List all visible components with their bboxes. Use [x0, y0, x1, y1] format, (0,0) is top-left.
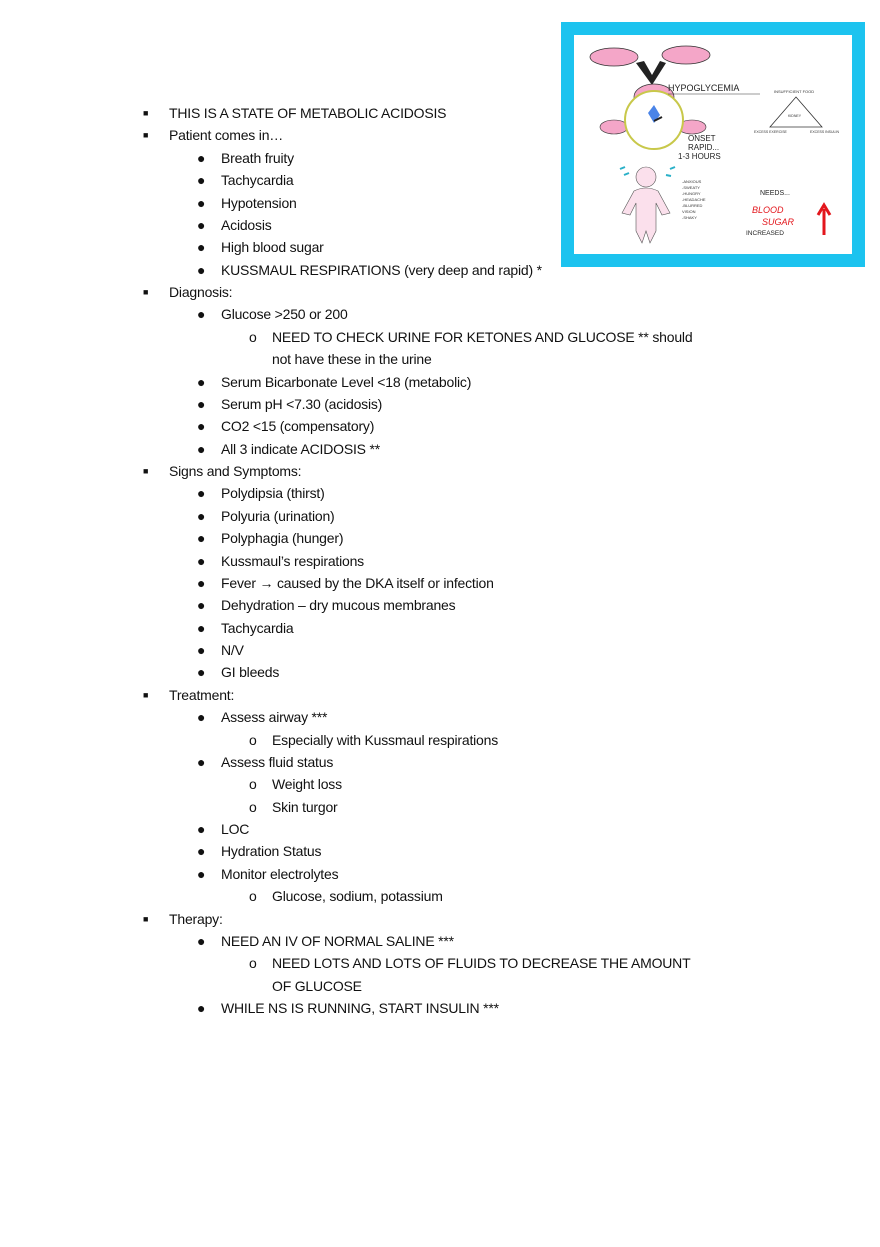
- list-item-level-2: [0, 415, 880, 437]
- list-item-level-1: [0, 908, 880, 930]
- list-item-level-2: [0, 393, 880, 415]
- list-item-text: Especially with Kussmaul respirations: [272, 731, 499, 748]
- symptom-item: -ANXIOUS: [682, 179, 702, 184]
- list-item-text: Assess airway ***: [221, 709, 328, 726]
- list-item-level-3: [0, 326, 880, 348]
- symptom-item: -HUNGRY: [682, 191, 701, 196]
- onset-line: RAPID...: [688, 143, 720, 152]
- list-item-level-2: [0, 550, 880, 572]
- dot-bullet-icon: ●: [197, 821, 206, 837]
- triangle-left-label: EXCESS EXERCISE: [754, 130, 787, 134]
- dot-bullet-icon: ●: [197, 216, 206, 233]
- list-item-text: Weight loss: [272, 776, 342, 793]
- list-item-text: Polydipsia (thirst): [221, 485, 325, 502]
- dot-bullet-icon: ●: [197, 597, 206, 614]
- list-item-level-2: [0, 482, 880, 504]
- list-item-text: Assess fluid status: [221, 753, 334, 770]
- arrow-up-icon: [818, 205, 830, 235]
- list-item-text: Polyuria (urination): [221, 507, 335, 524]
- dot-bullet-icon: ●: [197, 418, 206, 435]
- dot-bullet-icon: ●: [197, 239, 206, 256]
- dot-bullet-icon: ●: [197, 507, 206, 524]
- list-item-level-3: [0, 975, 880, 997]
- list-item-text: WHILE NS IS RUNNING, START INSULIN ***: [221, 1000, 499, 1016]
- dot-bullet-icon: ●: [197, 530, 206, 547]
- list-item-text: NEED AN IV OF NORMAL SALINE ***: [221, 932, 454, 949]
- sugar-label: SUGAR: [762, 217, 795, 227]
- list-item-text: NEED LOTS AND LOTS OF FLUIDS TO DECREASE THE AMOUNT: [272, 955, 691, 972]
- list-item-text: Serum Bicarbonate Level <18 (metabolic): [221, 373, 472, 390]
- list-item-level-2: [0, 438, 880, 460]
- list-item-level-2: [0, 594, 880, 616]
- dot-bullet-icon: ●: [197, 552, 206, 569]
- dot-bullet-icon: ●: [197, 619, 206, 636]
- list-item-text: Kussmaul’s respirations: [221, 552, 364, 569]
- dot-bullet-icon: ●: [197, 261, 206, 278]
- dot-bullet-icon: ●: [197, 149, 206, 166]
- triangle-icon: [770, 97, 822, 127]
- dot-bullet-icon: ●: [197, 1000, 206, 1016]
- list-item-level-2: [0, 997, 880, 1019]
- list-item-level-3: [0, 885, 880, 907]
- list-item-level-1: [0, 684, 880, 706]
- list-item-level-2: [0, 371, 880, 393]
- list-item-text: Dehydration – dry mucous membranes: [221, 597, 456, 614]
- list-item-level-3: [0, 348, 880, 370]
- square-bullet-icon: ■: [143, 130, 149, 141]
- dot-bullet-icon: ●: [197, 373, 206, 390]
- dot-bullet-icon: ●: [197, 172, 206, 189]
- hypoglycemia-figure: [561, 22, 865, 267]
- triangle-top-label: INSUFFICIENT FOOD: [774, 89, 815, 94]
- list-item-text: Glucose, sodium, potassium: [272, 888, 443, 905]
- dot-bullet-icon: ●: [197, 664, 206, 681]
- list-item-level-2: [0, 572, 880, 594]
- bunny-ear-icon: [590, 48, 638, 66]
- dot-bullet-icon: ●: [197, 395, 206, 412]
- circle-bullet-icon: o: [249, 731, 257, 748]
- dot-bullet-icon: ●: [197, 194, 206, 211]
- list-item-level-2: [0, 863, 880, 885]
- figure-title: HYPOGLYCEMIA: [668, 83, 740, 93]
- square-bullet-icon: ■: [143, 689, 149, 700]
- list-item-text: Skin turgor: [272, 798, 338, 815]
- list-item-text: Signs and Symptoms:: [169, 463, 302, 479]
- list-item-level-1: [0, 281, 880, 303]
- list-item-text: High blood sugar: [221, 239, 324, 256]
- list-item-text: Tachycardia: [221, 619, 294, 636]
- square-bullet-icon: ■: [143, 287, 149, 297]
- dot-bullet-icon: ●: [197, 709, 206, 726]
- list-item-level-2: [0, 818, 880, 840]
- list-item-level-1: [0, 460, 880, 482]
- blood-label: BLOOD: [752, 205, 784, 215]
- list-item-text: Therapy:: [169, 910, 223, 927]
- dot-bullet-icon: ●: [197, 485, 206, 502]
- list-item-level-2: [0, 617, 880, 639]
- list-item-level-2: [0, 706, 880, 728]
- list-item-text: Breath fruity: [221, 149, 294, 166]
- list-item-level-3: [0, 729, 880, 751]
- list-item-text: Tachycardia: [221, 172, 294, 189]
- list-item-text: CO2 <15 (compensatory): [221, 418, 375, 435]
- symptom-item: -SWEATY: [682, 185, 700, 190]
- list-item-text: not have these in the urine: [272, 351, 432, 368]
- square-bullet-icon: ■: [143, 913, 149, 924]
- list-item-text: Acidosis: [221, 216, 272, 233]
- onset-line: ONSET: [688, 134, 716, 143]
- dot-bullet-icon: ●: [197, 642, 206, 658]
- square-bullet-icon: ■: [143, 108, 149, 118]
- list-item-text: NEED TO CHECK URINE FOR KETONES AND GLUCOSE ** should: [272, 328, 693, 345]
- list-item-text: Hydration Status: [221, 843, 322, 860]
- list-item-level-2: [0, 930, 880, 952]
- increased-label: INCREASED: [746, 230, 784, 237]
- list-item-text: Treatment:: [169, 686, 235, 703]
- list-item-text: Fever → caused by the DKA itself or infection: [221, 574, 494, 591]
- list-item-text: Monitor electrolytes: [221, 865, 339, 882]
- list-item-level-2: [0, 751, 880, 773]
- bunny-ear-icon: [662, 46, 710, 64]
- dot-bullet-icon: ●: [197, 306, 206, 323]
- list-item-text: Hypotension: [221, 194, 297, 211]
- list-item-text: N/V: [221, 642, 244, 658]
- list-item-text: Polyphagia (hunger): [221, 530, 344, 547]
- circle-bullet-icon: o: [249, 888, 257, 905]
- circle-bullet-icon: o: [249, 776, 257, 793]
- list-item-text: Glucose >250 or 200: [221, 306, 348, 323]
- list-item-level-2: [0, 303, 880, 325]
- symptom-item: VISION: [682, 209, 696, 214]
- list-item-text: Serum pH <7.30 (acidosis): [221, 395, 383, 412]
- list-item-level-3: [0, 773, 880, 795]
- bunny-legs-icon: [636, 61, 666, 85]
- list-item-level-2: [0, 661, 880, 683]
- symptom-item: -SHAKY: [682, 215, 697, 220]
- symptom-item: -BLURRED: [682, 203, 703, 208]
- list-item-level-2: [0, 840, 880, 862]
- sweating-person-icon: [620, 167, 675, 243]
- list-item-text: Diagnosis:: [169, 284, 233, 300]
- list-item-text: OF GLUCOSE: [272, 977, 362, 994]
- needs-label: NEEDS...: [760, 190, 790, 197]
- circle-bullet-icon: o: [249, 328, 257, 345]
- list-item-level-2: [0, 527, 880, 549]
- list-item-level-3: [0, 952, 880, 974]
- hypoglycemia-illustration: [574, 35, 852, 254]
- dot-bullet-icon: ●: [197, 843, 206, 860]
- list-item-text: Patient comes in…: [169, 127, 284, 144]
- square-bullet-icon: ■: [143, 466, 149, 476]
- figure-canvas: [574, 35, 852, 254]
- list-item-text: LOC: [221, 821, 250, 837]
- list-item-level-2: [0, 505, 880, 527]
- dot-bullet-icon: ●: [197, 932, 206, 949]
- circle-bullet-icon: o: [249, 798, 257, 815]
- list-item-level-2: [0, 639, 880, 661]
- list-item-text: KUSSMAUL RESPIRATIONS (very deep and rapid) *: [221, 261, 542, 278]
- list-item-level-3: [0, 796, 880, 818]
- circle-bullet-icon: o: [249, 955, 257, 972]
- onset-line: 1-3 HOURS: [678, 152, 721, 161]
- dot-bullet-icon: ●: [197, 865, 206, 882]
- dot-bullet-icon: ●: [197, 753, 206, 770]
- triangle-center-label: KIDNEY: [788, 114, 802, 118]
- list-item-text: All 3 indicate ACIDOSIS **: [221, 440, 380, 457]
- symptom-item: -HEADACHE: [682, 197, 706, 202]
- list-item-text: GI bleeds: [221, 664, 280, 681]
- dot-bullet-icon: ●: [197, 574, 206, 591]
- dot-bullet-icon: ●: [197, 440, 206, 457]
- list-item-text: THIS IS A STATE OF METABOLIC ACIDOSIS: [169, 105, 447, 121]
- triangle-right-label: EXCESS INSULIN: [810, 130, 839, 134]
